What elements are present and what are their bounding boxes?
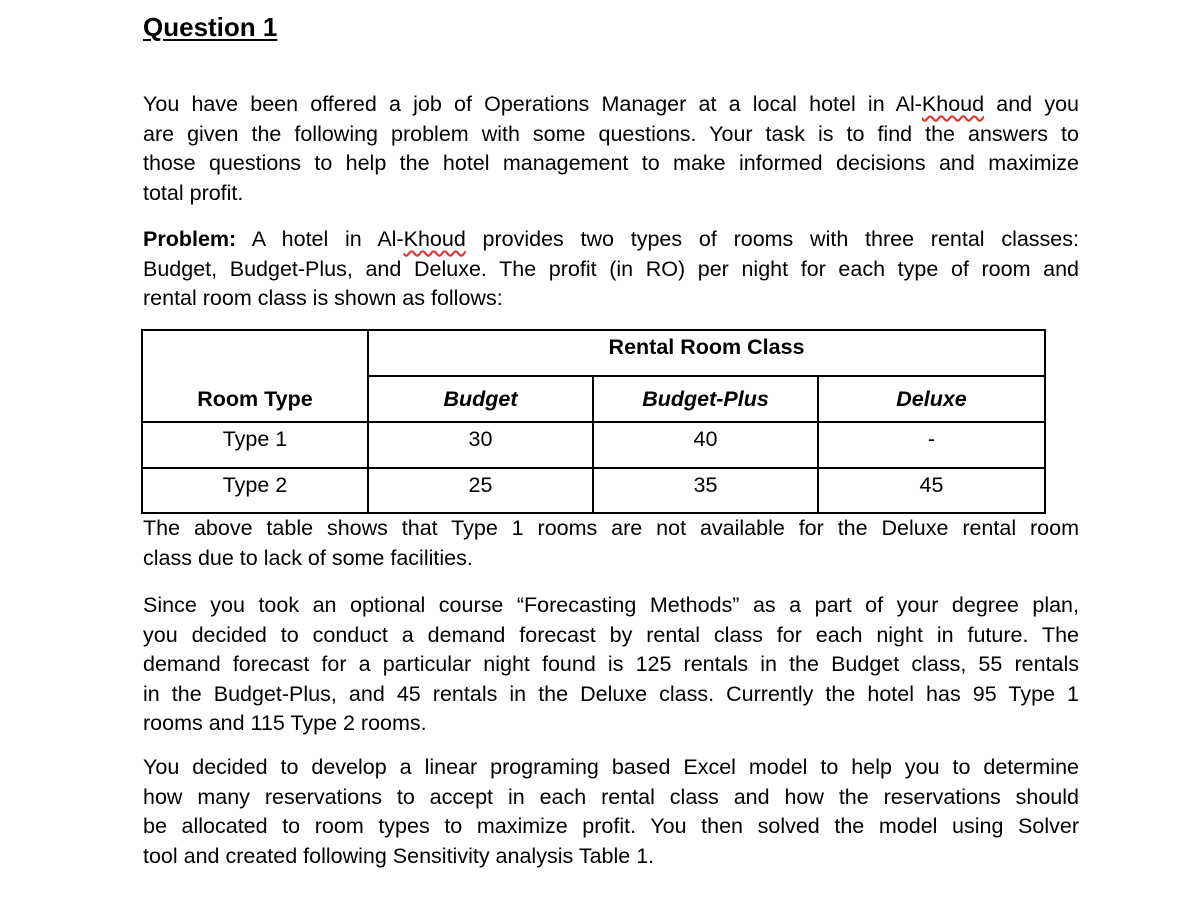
value-cell: 35 [593, 468, 818, 513]
forecast-line-3: demand forecast for a particular night found is 125 rentals in the Budget class, 55 rentals [143, 652, 1079, 676]
model-line-4: tool and created following Sensitivity analysis Table 1. [143, 843, 655, 868]
forecast-paragraph [143, 591, 1079, 739]
intro-line-1: You have been offered a job of Operations Manager at a local hotel in Al-Khoud and you [143, 92, 1079, 116]
table-row [142, 422, 1045, 468]
model-line-3: be allocated to room types to maximize profit. You then solved the model using Solver [143, 814, 1079, 838]
table-row [142, 468, 1045, 513]
profit-table [141, 329, 1046, 514]
problem-line-2: Budget, Budget-Plus, and Deluxe. The profit (in RO) per night for each type of room and [143, 256, 1079, 281]
model-paragraph [143, 753, 1079, 871]
spellcheck-word: Khoud [403, 227, 466, 251]
class-header-budget-plus: Budget-Plus [593, 376, 818, 422]
problem-line-1: Problem: A hotel in Al-Khoud provides two types of rooms with three rental classes: [143, 227, 1079, 251]
room-type-header-cell [142, 330, 368, 422]
room-type-cell: Type 2 [142, 468, 368, 513]
class-header-budget: Budget [368, 376, 593, 422]
forecast-line-4: in the Budget-Plus, and 45 rentals in the Deluxe class. Currently the hotel has 95 Type 1 [143, 681, 1079, 706]
problem-paragraph [143, 225, 1079, 314]
spellcheck-word: Khoud [921, 92, 985, 116]
note-line-2: class due to lack of some facilities. [143, 545, 473, 570]
intro-line-2: are given the following problem with some questions. Your task is to find the answers to [143, 121, 1079, 146]
forecast-line-2: you decided to conduct a demand forecast by rental class for each night in future. The [143, 622, 1079, 647]
problem-label: Problem: [143, 227, 237, 251]
model-line-1: You decided to develop a linear programing based Excel model to help you to determine [143, 755, 1079, 779]
value-cell: 25 [368, 468, 593, 513]
model-line-2: how many reservations to accept in each rental class and how the reservations should [143, 784, 1079, 809]
value-cell: 45 [818, 468, 1045, 513]
forecast-line-1: Since you took an optional course “Forecasting Methods” as a part of your degree plan, [143, 593, 1079, 617]
problem-line-3: rental room class is shown as follows: [143, 286, 503, 310]
intro-paragraph [143, 90, 1079, 208]
rental-class-header: Rental Room Class [368, 330, 1045, 376]
class-header-deluxe: Deluxe [818, 376, 1045, 422]
forecast-line-5: rooms and 115 Type 2 rooms. [143, 711, 427, 735]
value-cell: - [818, 422, 1045, 468]
intro-line-4: total profit. [143, 180, 244, 205]
note-line-1: The above table shows that Type 1 rooms are not available for the Deluxe rental room [143, 516, 1079, 540]
table-note-paragraph [143, 514, 1079, 573]
intro-line-3: those questions to help the hotel management to make informed decisions and maximize [143, 151, 1079, 175]
room-type-header: Room Type [197, 386, 313, 411]
room-type-cell: Type 1 [142, 422, 368, 468]
question-title: Question 1 [143, 12, 278, 42]
value-cell: 30 [368, 422, 593, 468]
value-cell: 40 [593, 422, 818, 468]
